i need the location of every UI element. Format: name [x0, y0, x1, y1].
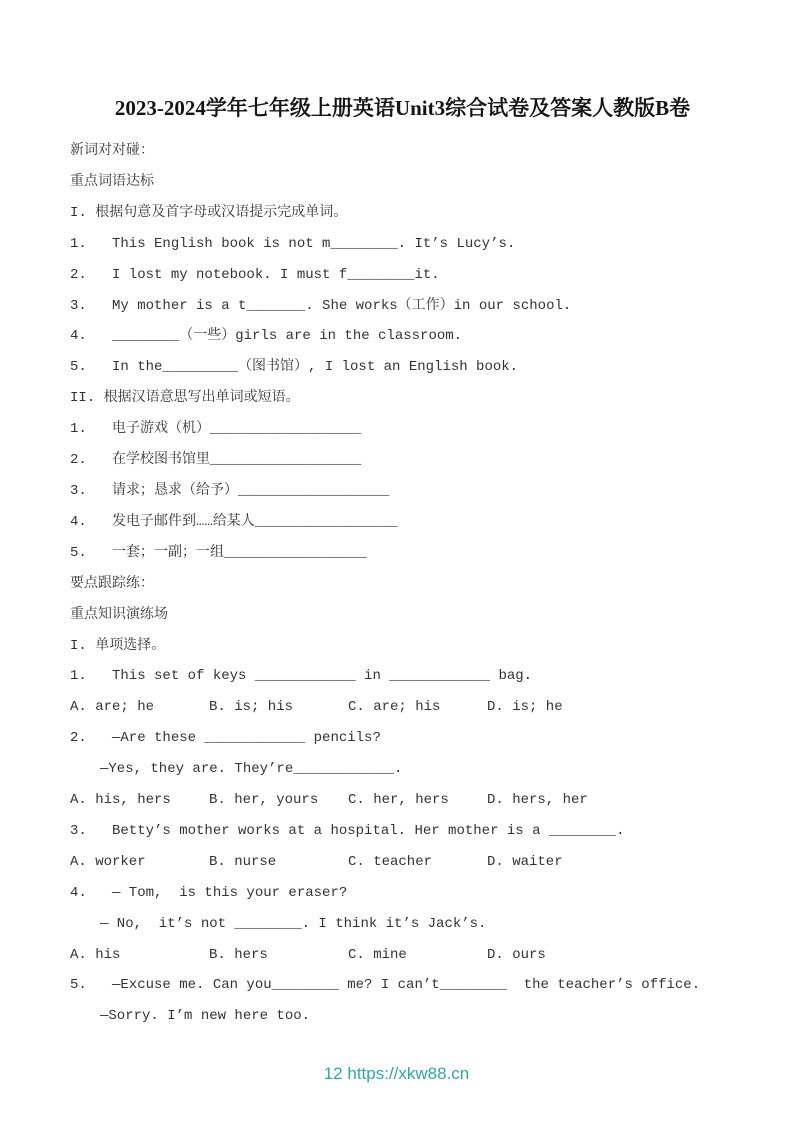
section-heading: 新词对对碰： [70, 143, 154, 159]
question-line: 4. ________（一些）girls are in the classroom. [70, 328, 463, 345]
choice-option: C. her, hers [348, 792, 449, 809]
question-line: 1. This set of keys ____________ in ____________ bag. [70, 668, 533, 685]
document-title: 2023-2024学年七年级上册英语Unit3综合试卷及答案人教版B卷 [114, 96, 691, 120]
choice-option: D. is; he [487, 699, 563, 716]
choice-option: A. worker [70, 853, 146, 870]
question-line: 1. This English book is not m________. It’s Lucy’s. [70, 235, 516, 252]
question-line: 5. —Excuse me. Can you________ me? I can’t________ the teacher’s office. [70, 977, 701, 994]
choice-option: B. is; his [209, 699, 294, 716]
section-heading: 重点知识演练场 [70, 606, 168, 623]
question-line: — No, it’s not ________. I think it’s Jack’s. [100, 915, 487, 932]
choice-option: D. waiter [487, 853, 563, 870]
question-line: 2. 在学校图书馆里__________________ [70, 452, 362, 469]
question-line: 5. In the_________（图书馆）, I lost an English book. [70, 359, 519, 376]
part-heading: I. 根据句意及首字母或汉语提示完成单词。 [70, 204, 348, 221]
choice-row [70, 692, 735, 723]
choice-option: B. her, yours [209, 792, 319, 809]
part-heading: I. 单项选择。 [70, 637, 166, 654]
footer-link[interactable]: https://xkw88.cn [347, 1064, 470, 1083]
choice-row [70, 847, 735, 878]
question-line: 2. I lost my notebook. I must f________it. [70, 266, 440, 283]
choice-option: A. his, hers [70, 792, 171, 809]
question-line: 2. —Are these ____________ pencils? [70, 730, 381, 747]
question-line: —Yes, they are. They’re____________. [100, 761, 403, 778]
choice-option: B. nurse [209, 853, 277, 870]
choice-option: B. hers [209, 946, 268, 963]
question-line: 4. — Tom, is this your eraser? [70, 884, 348, 901]
document-lines [70, 136, 735, 1032]
choice-option: A. his [70, 946, 121, 963]
choice-option: C. mine [348, 946, 407, 963]
page-footer [0, 1064, 793, 1084]
choice-row [70, 785, 735, 816]
footer-page-number: 12 [323, 1064, 343, 1083]
choice-option: C. are; his [348, 699, 441, 716]
question-line: 3. 请求；恳求（给予）__________________ [70, 482, 390, 499]
choice-option: A. are; he [70, 699, 155, 716]
choice-option: C. teacher [348, 853, 433, 870]
question-line: 5. 一套；一副；一组_________________ [70, 544, 367, 561]
choice-option: D. hers, her [487, 792, 588, 809]
question-line: 3. My mother is a t_______. She works（工作）in our school. [70, 297, 572, 314]
section-heading: 重点词语达标 [70, 173, 154, 190]
choice-row [70, 940, 735, 971]
question-line: 1. 电子游戏（机）__________________ [70, 421, 362, 438]
choice-option: D. ours [487, 946, 546, 963]
question-line: —Sorry. I’m new here too. [100, 1008, 311, 1025]
document-content [70, 94, 735, 1032]
question-line: 4. 发电子邮件到……给某人_________________ [70, 513, 398, 530]
question-line: 3. Betty’s mother works at a hospital. Her mother is a ________. [70, 822, 625, 839]
section-heading: 要点跟踪练： [70, 575, 154, 592]
part-heading: II. 根据汉语意思写出单词或短语。 [70, 390, 300, 407]
